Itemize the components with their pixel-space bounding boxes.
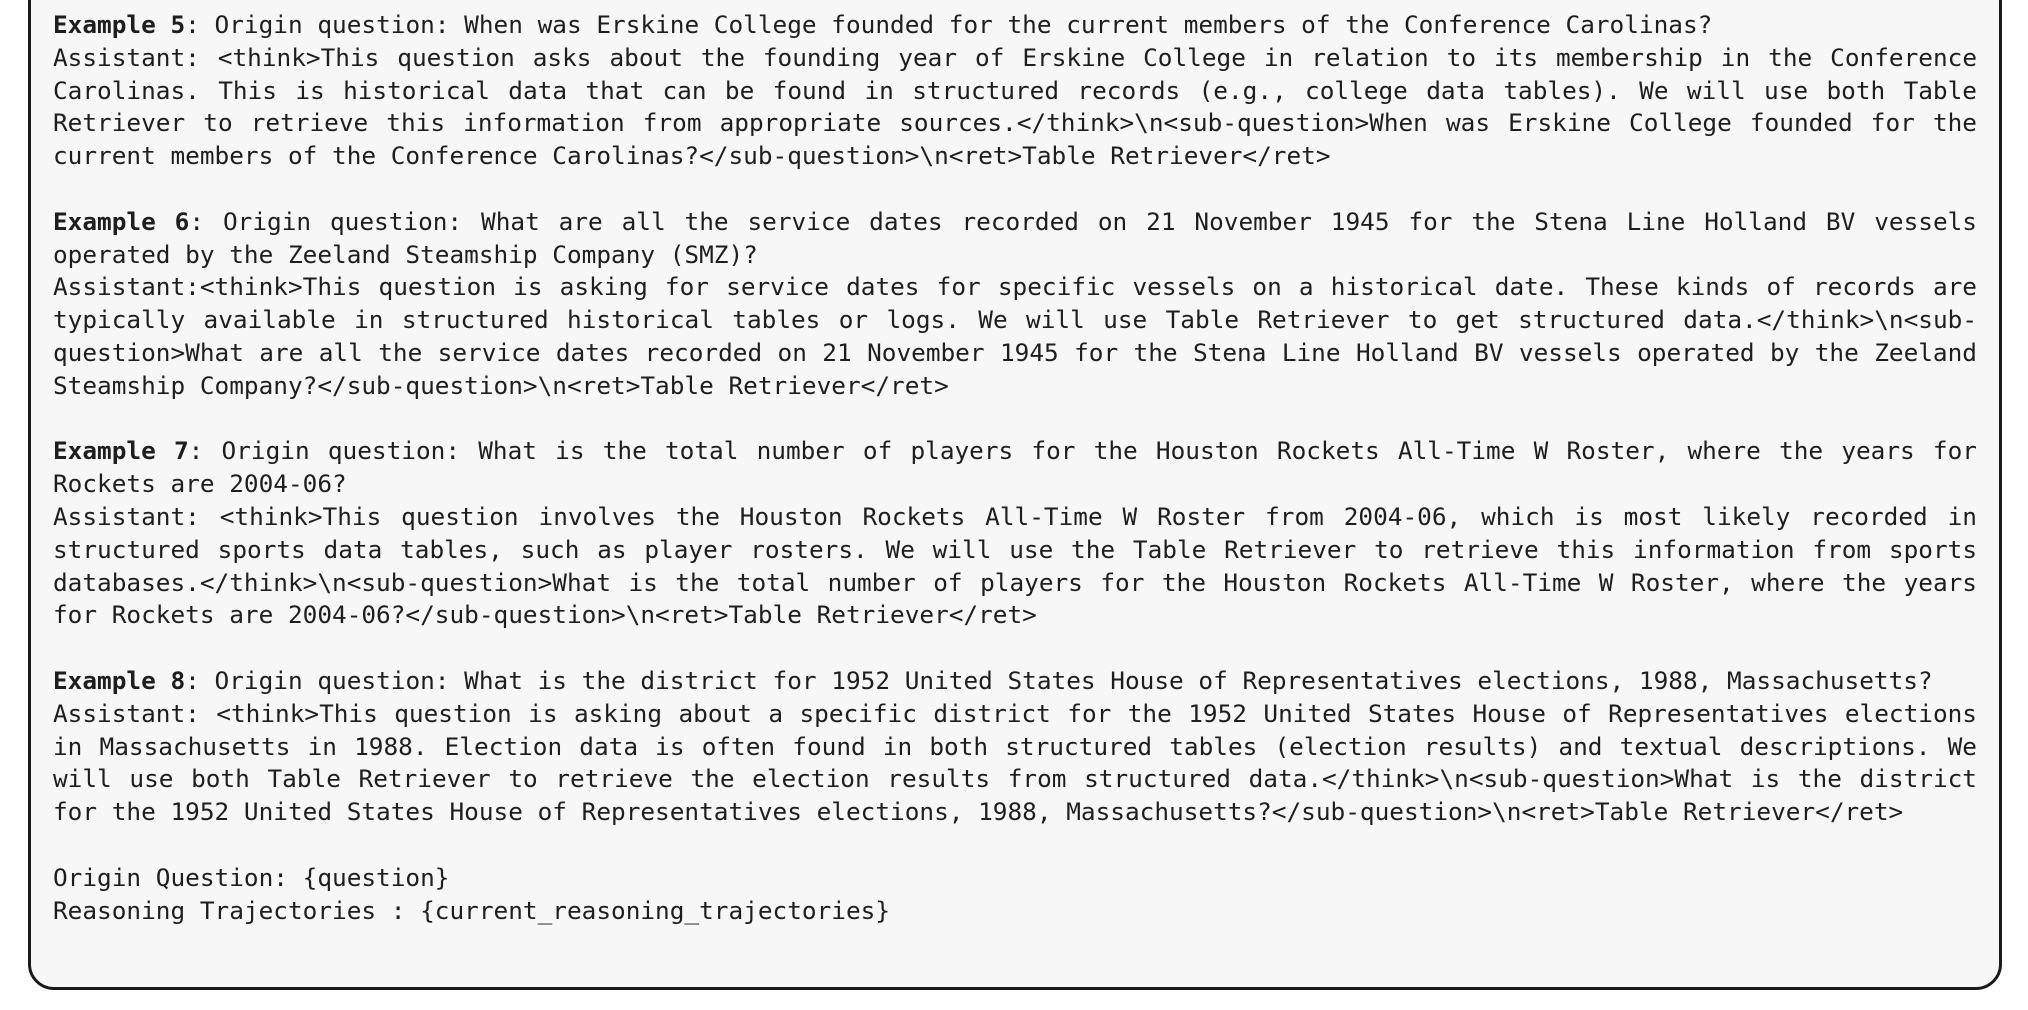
assistant-text: Assistant:<think>This question is asking for service dates for specific vessels on a historical date. These kinds of records are typically available in structured historical tables or logs. We will use Table Retriever to get structured data.</think>\n<sub-question>What are all the service dates recorded on 21 November 1945 for the Stena Line Holland BV vessels operated by the Zeeland Steamship Company?</sub-question>\n<ret>Table Retriever</ret> xyxy=(53,272,1977,400)
question-text: : Origin question: What are all the service dates recorded on 21 November 1945 for the Stena Line Holland BV vessels operated by the Zeeland Steamship Company (SMZ)? xyxy=(53,206,1977,269)
origin-question-placeholder: Origin Question: {question} xyxy=(53,862,450,892)
example-6 xyxy=(53,206,1977,403)
example-8 xyxy=(53,665,1977,829)
example-5 xyxy=(53,9,1977,173)
example-7 xyxy=(53,435,1977,632)
prompt-template-box xyxy=(28,0,2002,990)
assistant-text: Assistant: <think>This question involves the Houston Rockets All-Time W Roster from 2004-06, which is most likely recorded in structured sports data tables, such as player rosters. We will use the Table Retriever to retrieve this information from sports databases.</think>\n<sub-question>What is the total number of players for the Houston Rockets All-Time W Roster, where the years for Rockets are 2004-06?</sub-question>\n<ret>Table Retriever</ret> xyxy=(53,501,1977,630)
example-label: Example 6 xyxy=(53,206,190,236)
prompt-content xyxy=(53,9,1977,927)
prompt-footer xyxy=(53,862,1977,928)
question-text: : Origin question: What is the total number of players for the Houston Rockets All-Time W Roster, where the years for Rockets are 2004-06? xyxy=(53,436,1977,499)
example-label: Example 8 xyxy=(53,665,186,695)
example-question xyxy=(53,206,1977,272)
example-label: Example 5 xyxy=(53,10,186,39)
assistant-text: Assistant: <think>This question asks about the founding year of Erskine College in relation to its membership in the Conference Carolinas. This is historical data that can be found in structured records (e.g., college data tables). We will use both Table Retriever to retrieve this information from appropriate sources.</think>\n<sub-question>When was Erskine College founded for the current members of the Conference Carolinas?</sub-question>\n<ret>Table Retriever</ret> xyxy=(53,42,1977,171)
question-text: : Origin question: When was Erskine College founded for the current members of the Conference Carolinas? xyxy=(185,10,1713,39)
question-text: : Origin question: What is the district for 1952 United States House of Representatives elections, 1988, Massachusetts? xyxy=(185,665,1933,695)
reasoning-trajectories-placeholder: Reasoning Trajectories : {current_reasoning_trajectories} xyxy=(53,895,891,925)
example-question xyxy=(53,435,1977,501)
example-question xyxy=(53,665,1977,698)
example-question xyxy=(53,9,1977,42)
example-label: Example 7 xyxy=(53,436,189,466)
assistant-text: Assistant: <think>This question is asking about a specific district for the 1952 United States House of Representatives elections in Massachusetts in 1988. Election data is often found in both structured tables (election results) and textual descriptions. We will use both Table Retriever to retrieve the election results from structured data.</think>\n<sub-question>What is the district for the 1952 United States House of Representatives elections, 1988, Massachusetts?</sub-question>\n<ret>Table Retriever</ret> xyxy=(53,698,1977,827)
